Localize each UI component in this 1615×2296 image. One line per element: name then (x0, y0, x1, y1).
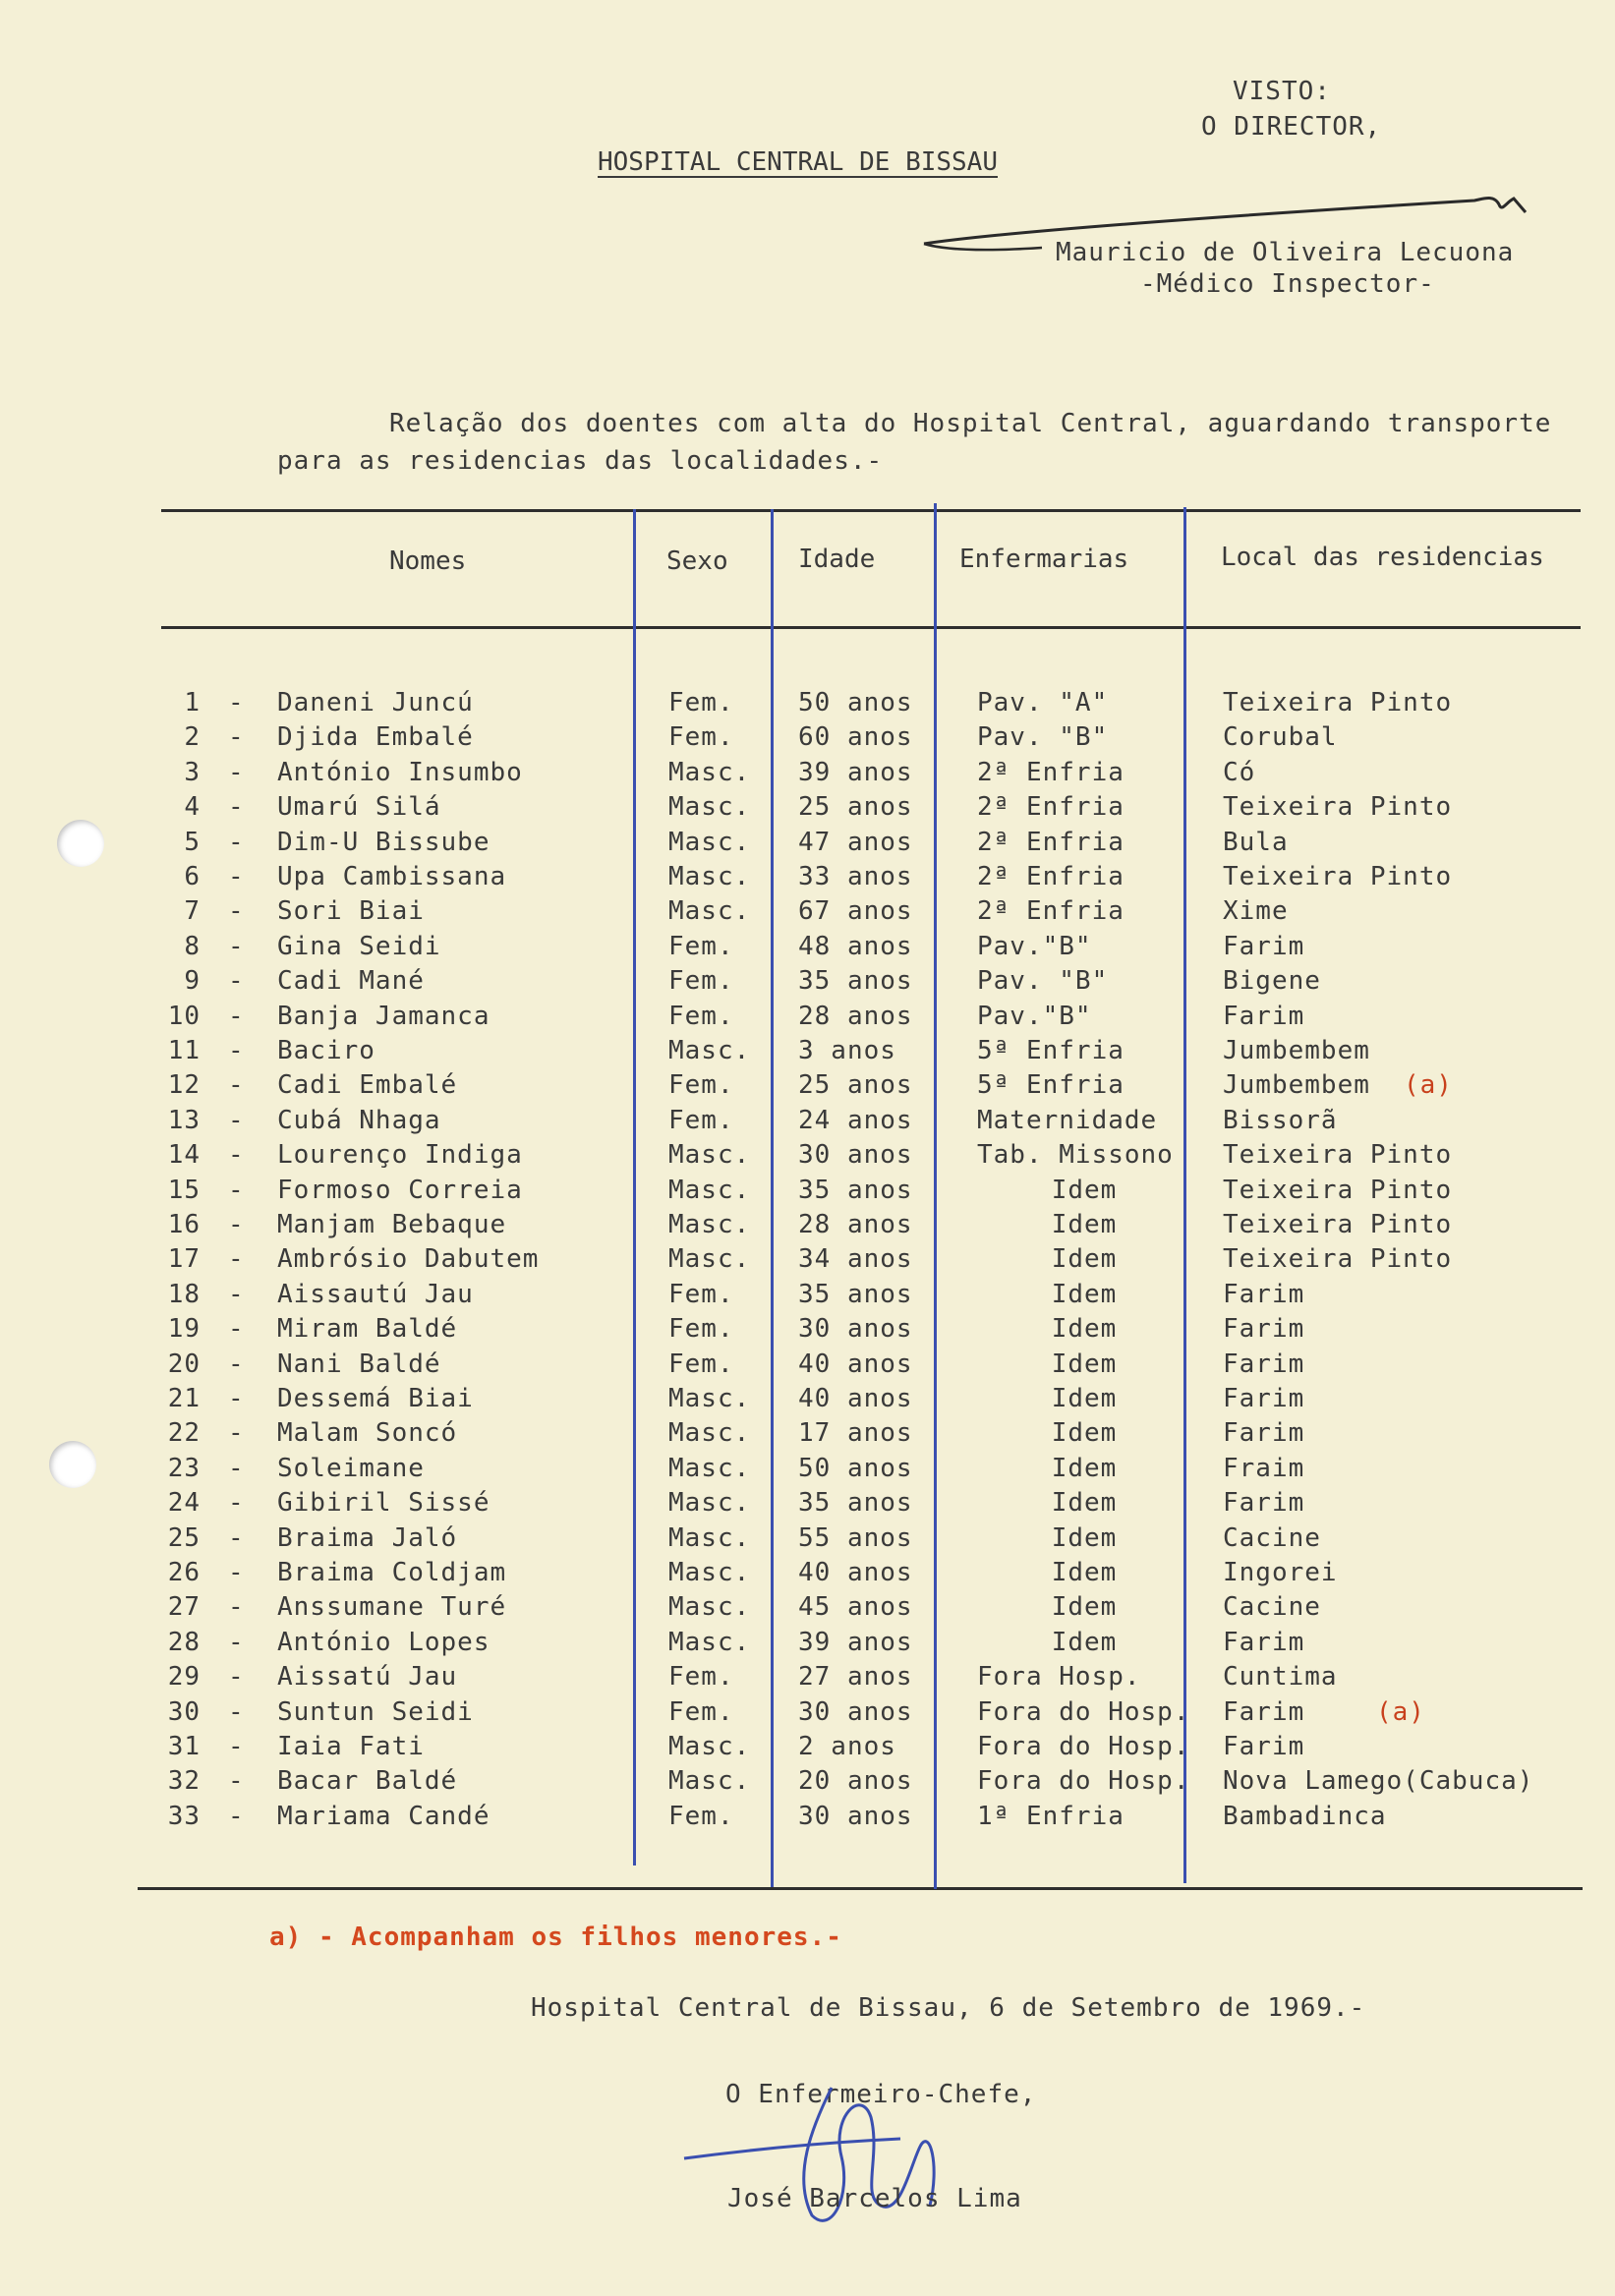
patient-ward: Idem (1051, 1384, 1118, 1413)
patient-residence: Teixeira Pinto (1223, 792, 1453, 822)
patient-sex: Masc. (668, 1558, 751, 1587)
dateline: Hospital Central de Bissau, 6 de Setembro de 1969.- (531, 1993, 1366, 2023)
patient-name: Iaia Fati (277, 1732, 425, 1761)
patient-name: Miram Baldé (277, 1314, 458, 1344)
patient-name: Umarú Silá (277, 792, 441, 822)
patient-age: 40 anos (798, 1349, 913, 1379)
chief-signature (684, 2048, 999, 2245)
table-row (0, 688, 1615, 722)
doctor-role: -Médico Inspector- (1140, 269, 1435, 299)
row-number: 8 (184, 932, 201, 961)
table-row (0, 1176, 1615, 1210)
table-row (0, 1766, 1615, 1801)
patient-residence: Farim (1223, 1280, 1305, 1309)
table-row (0, 1558, 1615, 1592)
row-dash: - (228, 1280, 245, 1309)
patient-ward: Idem (1051, 1349, 1118, 1379)
patient-age: 30 anos (798, 1314, 913, 1344)
row-number: 5 (184, 828, 201, 857)
table-row (0, 1523, 1615, 1558)
patient-ward: Maternidade (977, 1106, 1158, 1135)
row-number: 26 (167, 1558, 201, 1587)
patient-age: 25 anos (798, 1070, 913, 1100)
patient-age: 28 anos (798, 1002, 913, 1031)
patient-sex: Masc. (668, 1418, 751, 1448)
table-row (0, 932, 1615, 966)
table-row (0, 1140, 1615, 1175)
patient-sex: Fem. (668, 1106, 734, 1135)
patient-sex: Masc. (668, 1523, 751, 1553)
patient-sex: Masc. (668, 1036, 751, 1065)
row-dash: - (228, 828, 245, 857)
patient-ward: Tab. Missono (977, 1140, 1174, 1170)
patient-age: 35 anos (798, 966, 913, 996)
patient-age: 24 anos (798, 1106, 913, 1135)
row-number: 18 (167, 1280, 201, 1309)
patient-age: 55 anos (798, 1523, 913, 1553)
patient-sex: Masc. (668, 828, 751, 857)
table-row (0, 1349, 1615, 1384)
table-row (0, 1697, 1615, 1732)
patient-age: 67 anos (798, 896, 913, 926)
table-row (0, 1418, 1615, 1453)
row-dash: - (228, 1070, 245, 1100)
row-dash: - (228, 1592, 245, 1622)
table-row (0, 1592, 1615, 1627)
patient-residence: Jumbembem (1223, 1036, 1370, 1065)
patient-name: Braima Coldjam (277, 1558, 507, 1587)
footnote: a) - Acompanham os filhos menores.- (269, 1923, 842, 1952)
patient-name: Anssumane Turé (277, 1592, 507, 1622)
patient-name: Djida Embalé (277, 722, 474, 752)
patient-sex: Masc. (668, 1176, 751, 1205)
row-dash: - (228, 932, 245, 961)
patient-sex: Fem. (668, 1002, 734, 1031)
patient-sex: Fem. (668, 688, 734, 718)
patient-sex: Masc. (668, 862, 751, 891)
patient-name: Soleimane (277, 1454, 425, 1483)
patient-ward: 5ª Enfria (977, 1036, 1125, 1065)
patient-ward: 5ª Enfria (977, 1070, 1125, 1100)
table-row (0, 862, 1615, 896)
intro-line-1: Relação dos doentes com alta do Hospital Central, aguardando transporte (389, 409, 1552, 438)
patient-residence: Teixeira Pinto (1223, 1244, 1453, 1274)
row-dash: - (228, 1732, 245, 1761)
patient-name: Cadi Mané (277, 966, 425, 996)
patient-age: 28 anos (798, 1210, 913, 1239)
director-label: O DIRECTOR, (1201, 112, 1382, 142)
patient-age: 34 anos (798, 1244, 913, 1274)
row-dash: - (228, 1418, 245, 1448)
patient-age: 35 anos (798, 1488, 913, 1518)
row-dash: - (228, 862, 245, 891)
patient-sex: Masc. (668, 896, 751, 926)
patient-ward: Idem (1051, 1523, 1118, 1553)
patient-age: 40 anos (798, 1558, 913, 1587)
patient-ward: Fora do Hosp. (977, 1697, 1190, 1727)
row-note: (a) (1376, 1697, 1425, 1727)
row-dash: - (228, 1384, 245, 1413)
patient-age: 20 anos (798, 1766, 913, 1796)
patient-residence: Cuntima (1223, 1662, 1338, 1692)
patient-residence: Fraim (1223, 1454, 1305, 1483)
patient-ward: 2ª Enfria (977, 792, 1125, 822)
patient-sex: Fem. (668, 1662, 734, 1692)
row-dash: - (228, 1106, 245, 1135)
row-dash: - (228, 896, 245, 926)
signatory-name: José Barcelos Lima (727, 2184, 1022, 2213)
patient-sex: Masc. (668, 1210, 751, 1239)
row-number: 24 (167, 1488, 201, 1518)
row-dash: - (228, 1662, 245, 1692)
patient-residence: Teixeira Pinto (1223, 1140, 1453, 1170)
patient-name: Aissatú Jau (277, 1662, 458, 1692)
table-bottom-rule (138, 1887, 1583, 1890)
row-dash: - (228, 1210, 245, 1239)
table-row (0, 1488, 1615, 1522)
table-row (0, 1732, 1615, 1766)
patient-ward: 2ª Enfria (977, 758, 1125, 787)
row-number: 6 (184, 862, 201, 891)
row-dash: - (228, 966, 245, 996)
patient-age: 39 anos (798, 758, 913, 787)
row-number: 11 (167, 1036, 201, 1065)
row-dash: - (228, 758, 245, 787)
patient-name: Lourenço Indiga (277, 1140, 523, 1170)
patient-sex: Fem. (668, 1280, 734, 1309)
patient-ward: Fora do Hosp. (977, 1732, 1190, 1761)
table-header-rule (161, 626, 1581, 629)
doctor-name: Mauricio de Oliveira Lecuona (1056, 238, 1515, 267)
patient-ward: Pav."B" (977, 932, 1092, 961)
patient-residence: Nova Lamego(Cabuca) (1223, 1766, 1534, 1796)
intro-line-2: para as residencias das localidades.- (277, 446, 884, 476)
patient-residence: Cacine (1223, 1523, 1321, 1553)
patient-ward: Idem (1051, 1280, 1118, 1309)
table-row (0, 1314, 1615, 1349)
row-number: 20 (167, 1349, 201, 1379)
column-header-enfermarias: Enfermarias (959, 545, 1129, 574)
row-number: 30 (167, 1697, 201, 1727)
row-number: 16 (167, 1210, 201, 1239)
patient-residence: Bissorã (1223, 1106, 1338, 1135)
patient-sex: Masc. (668, 1628, 751, 1657)
patient-age: 2 anos (798, 1732, 896, 1761)
row-dash: - (228, 792, 245, 822)
patient-ward: Idem (1051, 1314, 1118, 1344)
row-number: 28 (167, 1628, 201, 1657)
patient-name: Mariama Candé (277, 1802, 490, 1831)
patient-ward: Pav."B" (977, 1002, 1092, 1031)
visto-label: VISTO: (1233, 77, 1331, 106)
patient-name: Malam Soncó (277, 1418, 458, 1448)
table-row (0, 758, 1615, 792)
row-dash: - (228, 1140, 245, 1170)
patient-name: Dim-U Bissube (277, 828, 490, 857)
patient-age: 30 anos (798, 1140, 913, 1170)
patient-age: 40 anos (798, 1384, 913, 1413)
patient-ward: Idem (1051, 1628, 1118, 1657)
patient-name: Baciro (277, 1036, 375, 1065)
patient-residence: Farim (1223, 1732, 1305, 1761)
patient-residence: Farim (1223, 1002, 1305, 1031)
patient-ward: Idem (1051, 1592, 1118, 1622)
patient-name: Suntun Seidi (277, 1697, 474, 1727)
patient-ward: Pav. "B" (977, 966, 1109, 996)
patient-residence: Teixeira Pinto (1223, 1176, 1453, 1205)
signatory-title: O Enfermeiro-Chefe, (725, 2080, 1037, 2109)
patient-sex: Masc. (668, 1384, 751, 1413)
patient-name: Banja Jamanca (277, 1002, 490, 1031)
patient-sex: Masc. (668, 1244, 751, 1274)
patient-name: António Lopes (277, 1628, 490, 1657)
patient-residence: Farim (1223, 1488, 1305, 1518)
table-row (0, 1244, 1615, 1279)
patient-sex: Masc. (668, 758, 751, 787)
table-row (0, 896, 1615, 931)
patient-name: Sori Biai (277, 896, 425, 926)
row-dash: - (228, 1558, 245, 1587)
row-number: 33 (167, 1802, 201, 1831)
patient-age: 30 anos (798, 1802, 913, 1831)
row-number: 4 (184, 792, 201, 822)
patient-age: 39 anos (798, 1628, 913, 1657)
patient-residence: Farim (1223, 1697, 1305, 1727)
row-dash: - (228, 1349, 245, 1379)
table-row (0, 1280, 1615, 1314)
patient-ward: Pav. "B" (977, 722, 1109, 752)
table-row (0, 1628, 1615, 1662)
patient-residence: Farim (1223, 1314, 1305, 1344)
patient-sex: Fem. (668, 1314, 734, 1344)
patient-age: 3 anos (798, 1036, 896, 1065)
patient-age: 60 anos (798, 722, 913, 752)
patient-age: 50 anos (798, 1454, 913, 1483)
patient-name: Cubá Nhaga (277, 1106, 441, 1135)
patient-age: 47 anos (798, 828, 913, 857)
row-number: 14 (167, 1140, 201, 1170)
row-number: 3 (184, 758, 201, 787)
patient-residence: Farim (1223, 1628, 1305, 1657)
table-row (0, 1454, 1615, 1488)
table-row (0, 966, 1615, 1001)
patient-residence: Farim (1223, 1349, 1305, 1379)
row-dash: - (228, 722, 245, 752)
row-dash: - (228, 1697, 245, 1727)
patient-residence: Teixeira Pinto (1223, 1210, 1453, 1239)
patient-name: Dessemá Biai (277, 1384, 474, 1413)
row-dash: - (228, 1036, 245, 1065)
row-number: 27 (167, 1592, 201, 1622)
patient-residence: Farim (1223, 932, 1305, 961)
row-dash: - (228, 688, 245, 718)
patient-age: 27 anos (798, 1662, 913, 1692)
patient-name: António Insumbo (277, 758, 523, 787)
row-number: 13 (167, 1106, 201, 1135)
patient-name: Aissautú Jau (277, 1280, 474, 1309)
patient-name: Upa Cambissana (277, 862, 507, 891)
row-number: 12 (167, 1070, 201, 1100)
row-number: 22 (167, 1418, 201, 1448)
table-row (0, 1384, 1615, 1418)
patient-name: Gibiril Sissé (277, 1488, 490, 1518)
column-header-nomes: Nomes (389, 546, 467, 576)
row-number: 29 (167, 1662, 201, 1692)
patient-name: Nani Baldé (277, 1349, 441, 1379)
column-header-idade: Idade (798, 545, 876, 574)
row-number: 32 (167, 1766, 201, 1796)
row-dash: - (228, 1488, 245, 1518)
patient-residence: Corubal (1223, 722, 1338, 752)
patient-sex: Fem. (668, 966, 734, 996)
patient-ward: 2ª Enfria (977, 896, 1125, 926)
patient-age: 30 anos (798, 1697, 913, 1727)
patient-name: Gina Seidi (277, 932, 441, 961)
patient-residence: Ingorei (1223, 1558, 1338, 1587)
patient-name: Manjam Bebaque (277, 1210, 507, 1239)
table-row (0, 1002, 1615, 1036)
patient-name: Cadi Embalé (277, 1070, 458, 1100)
document-title: HOSPITAL CENTRAL DE BISSAU (598, 147, 998, 177)
table-row (0, 1802, 1615, 1836)
patient-sex: Masc. (668, 1454, 751, 1483)
row-number: 7 (184, 896, 201, 926)
patient-ward: 2ª Enfria (977, 862, 1125, 891)
patient-sex: Masc. (668, 1732, 751, 1761)
patient-sex: Masc. (668, 1592, 751, 1622)
patient-age: 33 anos (798, 862, 913, 891)
row-dash: - (228, 1802, 245, 1831)
row-number: 23 (167, 1454, 201, 1483)
patient-age: 35 anos (798, 1176, 913, 1205)
patient-name: Bacar Baldé (277, 1766, 458, 1796)
row-number: 21 (167, 1384, 201, 1413)
row-number: 31 (167, 1732, 201, 1761)
table-top-rule (161, 509, 1581, 512)
patient-ward: Fora Hosp. (977, 1662, 1141, 1692)
row-number: 15 (167, 1176, 201, 1205)
row-number: 17 (167, 1244, 201, 1274)
row-note: (a) (1404, 1070, 1453, 1100)
patient-age: 35 anos (798, 1280, 913, 1309)
table-row (0, 792, 1615, 827)
row-dash: - (228, 1523, 245, 1553)
row-dash: - (228, 1314, 245, 1344)
patient-ward: Idem (1051, 1210, 1118, 1239)
row-dash: - (228, 1628, 245, 1657)
patient-name: Braima Jaló (277, 1523, 458, 1553)
row-dash: - (228, 1766, 245, 1796)
patient-sex: Fem. (668, 1070, 734, 1100)
table-row (0, 828, 1615, 862)
patient-ward: Idem (1051, 1454, 1118, 1483)
patient-name: Formoso Correia (277, 1176, 523, 1205)
patient-ward: 2ª Enfria (977, 828, 1125, 857)
table-row (0, 1662, 1615, 1696)
patient-sex: Masc. (668, 1766, 751, 1796)
table-row (0, 1070, 1615, 1105)
patient-ward: 1ª Enfria (977, 1802, 1125, 1831)
patient-sex: Fem. (668, 722, 734, 752)
patient-sex: Fem. (668, 1349, 734, 1379)
patient-ward: Idem (1051, 1558, 1118, 1587)
patient-ward: Pav. "A" (977, 688, 1109, 718)
column-header-local: Local das residencias (1221, 543, 1544, 572)
patient-residence: Bigene (1223, 966, 1321, 996)
patient-residence: Bula (1223, 828, 1289, 857)
row-number: 10 (167, 1002, 201, 1031)
patient-age: 45 anos (798, 1592, 913, 1622)
patient-residence: Bambadinca (1223, 1802, 1387, 1831)
row-number: 1 (184, 688, 201, 718)
patient-age: 17 anos (798, 1418, 913, 1448)
row-number: 19 (167, 1314, 201, 1344)
patient-ward: Idem (1051, 1244, 1118, 1274)
patient-ward: Idem (1051, 1176, 1118, 1205)
patient-name: Daneni Juncú (277, 688, 474, 718)
column-header-sexo: Sexo (666, 546, 728, 576)
patient-age: 48 anos (798, 932, 913, 961)
patient-sex: Fem. (668, 1802, 734, 1831)
patient-residence: Cacine (1223, 1592, 1321, 1622)
table-row (0, 1106, 1615, 1140)
row-dash: - (228, 1176, 245, 1205)
patient-residence: Xime (1223, 896, 1289, 926)
patient-age: 50 anos (798, 688, 913, 718)
row-number: 25 (167, 1523, 201, 1553)
row-number: 9 (184, 966, 201, 996)
patient-residence: Jumbembem (1223, 1070, 1370, 1100)
patient-sex: Masc. (668, 1140, 751, 1170)
patient-residence: Farim (1223, 1418, 1305, 1448)
row-number: 2 (184, 722, 201, 752)
patient-ward: Fora do Hosp. (977, 1766, 1190, 1796)
patient-ward: Idem (1051, 1488, 1118, 1518)
row-dash: - (228, 1244, 245, 1274)
patient-residence: Teixeira Pinto (1223, 688, 1453, 718)
table-row (0, 1210, 1615, 1244)
patient-residence: Teixeira Pinto (1223, 862, 1453, 891)
table-row (0, 722, 1615, 757)
row-dash: - (228, 1002, 245, 1031)
row-dash: - (228, 1454, 245, 1483)
patient-sex: Masc. (668, 792, 751, 822)
patient-residence: Có (1223, 758, 1256, 787)
patient-name: Ambrósio Dabutem (277, 1244, 540, 1274)
patient-ward: Idem (1051, 1418, 1118, 1448)
patient-sex: Masc. (668, 1488, 751, 1518)
patient-sex: Fem. (668, 1697, 734, 1727)
patient-sex: Fem. (668, 932, 734, 961)
table-row (0, 1036, 1615, 1070)
patient-age: 25 anos (798, 792, 913, 822)
patient-residence: Farim (1223, 1384, 1305, 1413)
